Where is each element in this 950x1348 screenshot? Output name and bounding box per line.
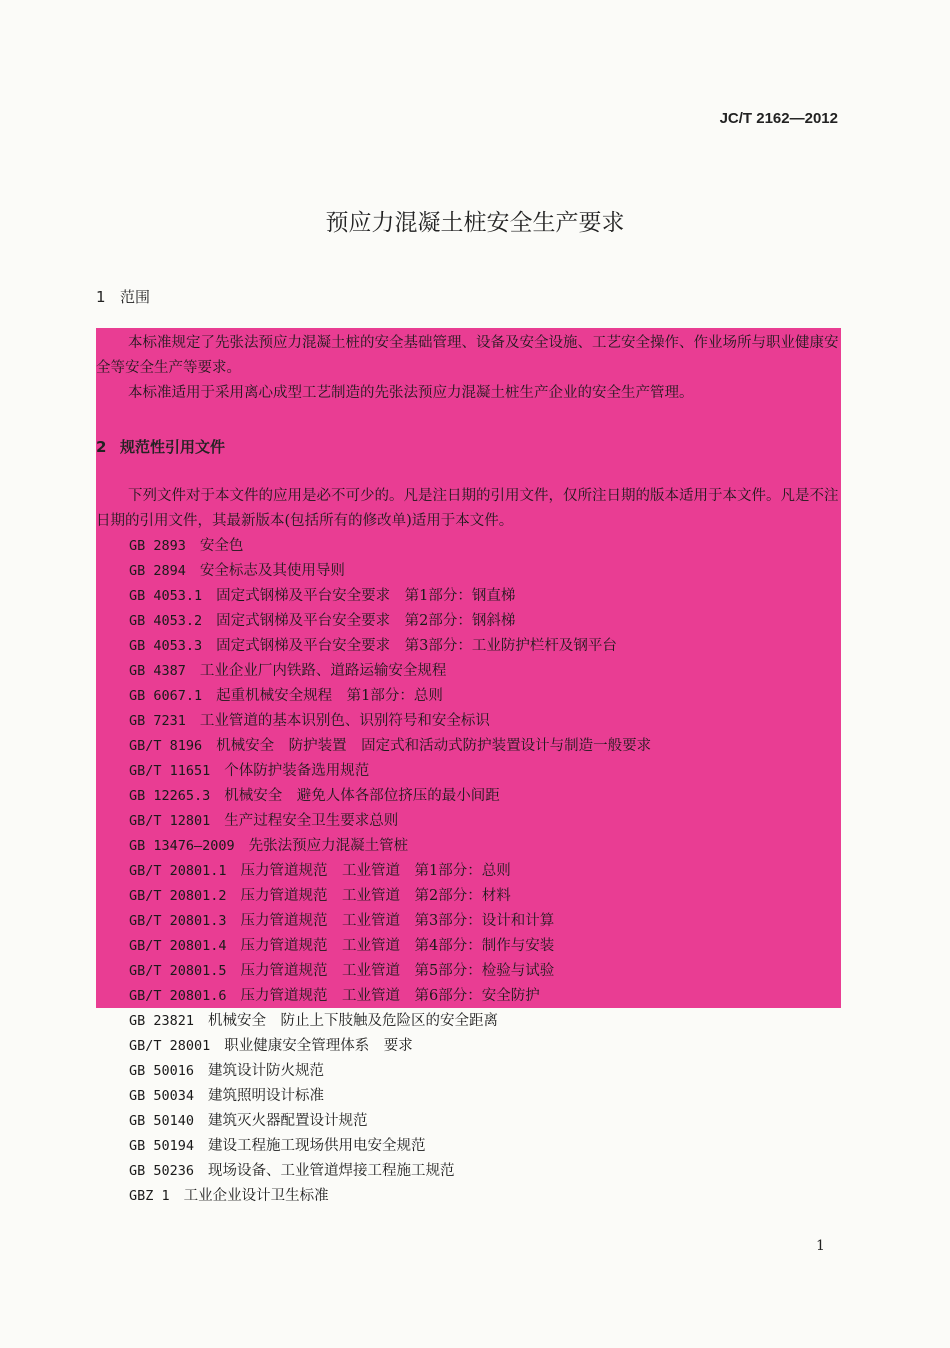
reference-code: GB/T 20801.2 xyxy=(129,888,227,904)
reference-item xyxy=(129,1184,651,1209)
paragraph-text: 本标准规定了先张法预应力混凝土桩的安全基础管理、设备及安全设施、工艺安全操作、作业场所与职业健康安全等安全生产等要求。 xyxy=(96,335,839,376)
reference-title: 职业健康安全管理体系 要求 xyxy=(224,1038,413,1054)
reference-item xyxy=(129,859,651,884)
reference-item xyxy=(129,609,651,634)
section-number: 2 xyxy=(96,438,107,456)
reference-title: 压力管道规范 工业管道 第2部分：材料 xyxy=(240,888,511,904)
reference-code: GB 13476—2009 xyxy=(129,838,235,854)
reference-item xyxy=(129,1134,651,1159)
reference-item xyxy=(129,1084,651,1109)
reference-code: GB 4053.1 xyxy=(129,588,203,604)
reference-title: 机械安全 防护装置 固定式和活动式防护装置设计与制造一般要求 xyxy=(216,738,652,754)
reference-code: GB 50034 xyxy=(129,1088,195,1104)
reference-code: GB 4053.2 xyxy=(129,613,203,629)
references-intro xyxy=(96,484,841,534)
reference-item xyxy=(129,1059,651,1084)
reference-item xyxy=(129,1009,651,1034)
reference-item xyxy=(129,759,651,784)
reference-title: 压力管道规范 工业管道 第6部分：安全防护 xyxy=(240,988,540,1004)
reference-item xyxy=(129,934,651,959)
section-title: 范围 xyxy=(120,288,151,306)
reference-code: GB/T 20801.4 xyxy=(129,938,227,954)
reference-item xyxy=(129,659,651,684)
reference-title: 先张法预应力混凝土管桩 xyxy=(248,838,409,854)
reference-title: 建筑照明设计标准 xyxy=(208,1088,325,1104)
reference-item xyxy=(129,1109,651,1134)
reference-code: GB 7231 xyxy=(129,713,186,729)
reference-code: GB/T 20801.5 xyxy=(129,963,227,979)
reference-title: 压力管道规范 工业管道 第3部分：设计和计算 xyxy=(240,913,555,929)
reference-title: 生产过程安全卫生要求总则 xyxy=(224,813,399,829)
reference-title: 工业企业设计卫生标准 xyxy=(183,1188,329,1204)
section-1-heading xyxy=(96,286,150,307)
section-number: 1 xyxy=(96,288,106,306)
reference-code: GB/T 12801 xyxy=(129,813,211,829)
reference-code: GB 23821 xyxy=(129,1013,195,1029)
reference-code: GB 4053.3 xyxy=(129,638,203,654)
reference-item xyxy=(129,684,651,709)
reference-code: GB 12265.3 xyxy=(129,788,211,804)
reference-title: 机械安全 避免人体各部位挤压的最小间距 xyxy=(224,788,500,804)
reference-code: GB 2894 xyxy=(129,563,186,579)
reference-title: 现场设备、工业管道焊接工程施工规范 xyxy=(208,1163,455,1179)
reference-code: GB 4387 xyxy=(129,663,186,679)
reference-item xyxy=(129,1159,651,1184)
section-title: 规范性引用文件 xyxy=(120,438,226,456)
reference-code: GB/T 11651 xyxy=(129,763,211,779)
reference-code: GBZ 1 xyxy=(129,1188,170,1204)
reference-title: 安全色 xyxy=(199,538,244,554)
reference-code: GB/T 28001 xyxy=(129,1038,211,1054)
reference-title: 建筑灭火器配置设计规范 xyxy=(208,1113,368,1129)
reference-title: 固定式钢梯及平台安全要求 第3部分：工业防护栏杆及钢平台 xyxy=(216,638,617,654)
paragraph-text: 下列文件对于本文件的应用是必不可少的。凡是注日期的引用文件，仅所注日期的版本适用于本文件。凡是不注日期的引用文件，其最新版本(包括所有的修改单)适用于本文件。 xyxy=(96,488,839,529)
reference-code: GB 2893 xyxy=(129,538,186,554)
reference-item xyxy=(129,984,651,1009)
reference-item xyxy=(129,834,651,859)
scope-paragraph-1 xyxy=(96,331,841,381)
paragraph-text: 本标准适用于采用离心成型工艺制造的先张法预应力混凝土桩生产企业的安全生产管理。 xyxy=(128,385,694,401)
reference-item xyxy=(129,884,651,909)
reference-title: 建设工程施工现场供用电安全规范 xyxy=(208,1138,426,1154)
reference-code: GB/T 20801.6 xyxy=(129,988,227,1004)
reference-code: GB/T 20801.3 xyxy=(129,913,227,929)
reference-item xyxy=(129,709,651,734)
section-2-heading xyxy=(96,436,225,457)
reference-title: 建筑设计防火规范 xyxy=(208,1063,325,1079)
reference-title: 起重机械安全规程 第1部分：总则 xyxy=(216,688,443,704)
reference-title: 工业管道的基本识别色、识别符号和安全标识 xyxy=(199,713,490,729)
scope-paragraph-2 xyxy=(96,381,841,406)
reference-code: GB/T 20801.1 xyxy=(129,863,227,879)
reference-title: 机械安全 防止上下肢触及危险区的安全距离 xyxy=(208,1013,499,1029)
reference-list xyxy=(129,534,651,1209)
reference-title: 压力管道规范 工业管道 第4部分：制作与安装 xyxy=(240,938,555,954)
reference-title: 个体防护装备选用规范 xyxy=(224,763,370,779)
reference-title: 固定式钢梯及平台安全要求 第1部分：钢直梯 xyxy=(216,588,516,604)
reference-title: 压力管道规范 工业管道 第5部分：检验与试验 xyxy=(240,963,555,979)
reference-item xyxy=(129,734,651,759)
reference-item xyxy=(129,559,651,584)
reference-item xyxy=(129,909,651,934)
reference-code: GB/T 8196 xyxy=(129,738,203,754)
reference-item xyxy=(129,959,651,984)
reference-code: GB 50016 xyxy=(129,1063,195,1079)
reference-code: GB 50236 xyxy=(129,1163,195,1179)
reference-title: 工业企业厂内铁路、道路运输安全规程 xyxy=(199,663,447,679)
reference-item xyxy=(129,784,651,809)
document-code: JC/T 2162—2012 xyxy=(719,110,838,127)
reference-code: GB 6067.1 xyxy=(129,688,203,704)
reference-code: GB 50140 xyxy=(129,1113,195,1129)
reference-title: 固定式钢梯及平台安全要求 第2部分：钢斜梯 xyxy=(216,613,516,629)
reference-item xyxy=(129,634,651,659)
page-number: 1 xyxy=(816,1238,825,1254)
reference-item xyxy=(129,584,651,609)
reference-item xyxy=(129,1034,651,1059)
reference-title: 安全标志及其使用导则 xyxy=(199,563,345,579)
reference-item xyxy=(129,534,651,559)
document-title: 预应力混凝土桩安全生产要求 xyxy=(325,210,625,236)
reference-item xyxy=(129,809,651,834)
reference-title: 压力管道规范 工业管道 第1部分：总则 xyxy=(240,863,511,879)
reference-code: GB 50194 xyxy=(129,1138,195,1154)
